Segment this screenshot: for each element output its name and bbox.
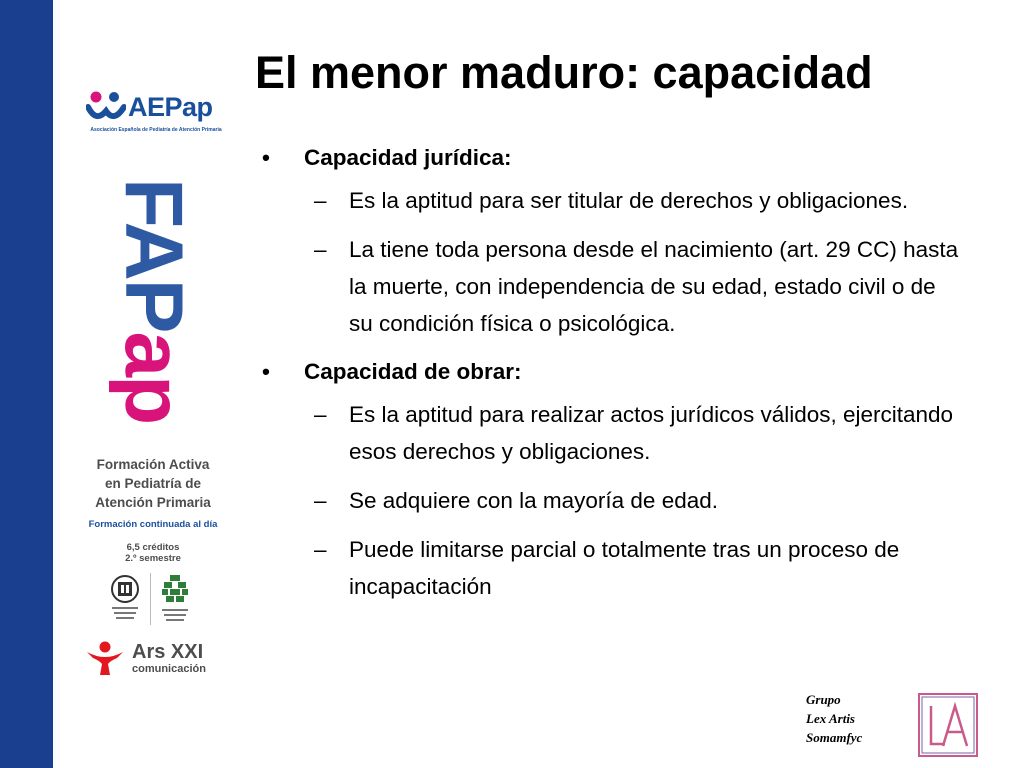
bullet-icon: • (262, 145, 270, 170)
accreditation-seal-icon (156, 573, 194, 625)
dash-icon: – (314, 402, 327, 427)
arsxxi-figure-icon (84, 640, 126, 676)
fapap-caps: FAP (108, 178, 199, 332)
dash-icon: – (314, 488, 327, 513)
bullet-heading (262, 354, 962, 390)
sub-item (262, 531, 962, 605)
sub-item-text: La tiene toda persona desde el nacimiento (art. 29 CC) hasta la muerte, con independencia de su edad, estado civil o de su condición física o psicológica. (349, 237, 959, 336)
bullet-heading (262, 140, 962, 176)
slide-content (262, 140, 962, 617)
bullet-heading-text: Capacidad jurídica: (304, 145, 512, 170)
arsxxi-name: Ars XXI (132, 641, 204, 663)
course-subtitle: Formación continuada al día (88, 519, 218, 530)
aepap-wordmark: AEPap (128, 92, 213, 122)
group-credit-line: Lex Artis (806, 711, 855, 726)
sub-item (262, 182, 962, 219)
fapap-lower: ap (108, 331, 199, 424)
dash-icon: – (314, 188, 327, 213)
credits-value: 6,5 créditos (126, 542, 180, 553)
semester-value: 2.º semestre (125, 553, 181, 564)
accreditation-seals (106, 573, 201, 625)
aepap-tagline: Asociación Española de Pediatría de Atención Primaria (90, 127, 222, 133)
brand-column (78, 85, 228, 685)
bullet-icon: • (262, 359, 270, 384)
course-title-line: Formación Activa (96, 457, 210, 472)
course-title-line: en Pediatría de (104, 476, 202, 491)
arsxxi-tagline: comunicación (132, 663, 206, 675)
group-credit-line: Somamfyc (806, 730, 863, 745)
sub-item-text: Se adquiere con la mayoría de edad. (349, 488, 718, 513)
sub-item (262, 482, 962, 519)
bullet-heading-text: Capacidad de obrar: (304, 359, 522, 384)
sub-item-text: Puede limitarse parcial o totalmente tras un proceso de incapacitación (349, 537, 900, 599)
accreditation-seal-icon (106, 573, 144, 625)
aepap-logo (86, 89, 226, 137)
slide-title: El menor maduro: capacidad (255, 47, 873, 98)
dash-icon: – (314, 237, 327, 262)
group-credit (806, 690, 862, 747)
blue-sidebar (0, 0, 53, 768)
arsxxi-logo (84, 640, 224, 680)
sub-item (262, 396, 962, 470)
course-title-line: Atención Primaria (95, 495, 211, 510)
sub-item (262, 231, 962, 342)
sub-item-text: Es la aptitud para realizar actos jurídicos válidos, ejercitando esos derechos y obligaciones. (349, 402, 954, 464)
dash-icon: – (314, 537, 327, 562)
group-credit-line: Grupo (806, 692, 841, 707)
fapap-wordmark (108, 178, 199, 428)
la-monogram-icon (917, 692, 979, 758)
seal-divider (150, 573, 151, 625)
course-credits (78, 542, 228, 564)
aepap-people-icon (86, 89, 126, 125)
sub-item-text: Es la aptitud para ser titular de derechos y obligaciones. (349, 188, 909, 213)
course-title (78, 455, 228, 512)
